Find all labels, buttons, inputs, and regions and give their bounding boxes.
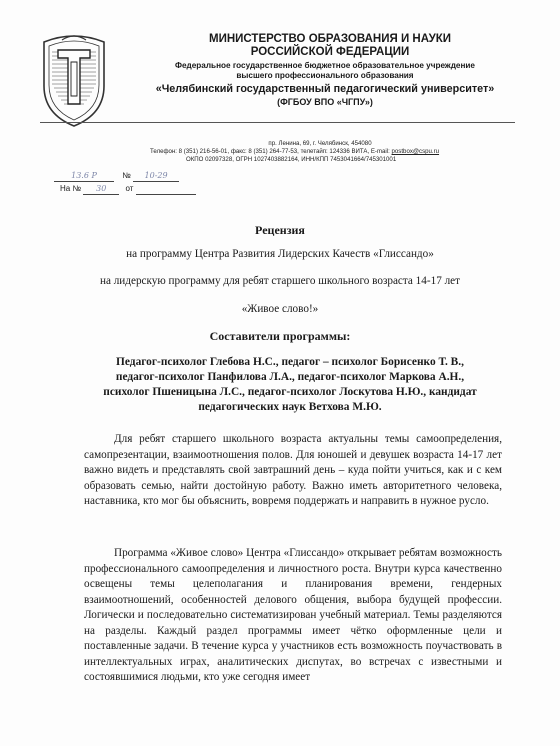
outgoing-number-row xyxy=(40,171,179,182)
codes-line: ОКПО 02097328, ОГРН 1027403882164, ИНН/КПП 7453041664/745301001 xyxy=(186,156,397,163)
paragraph-1: Для ребят старшего школьного возраста актуальны темы самоопределения, самопрезентации, взаимоотношения полов. Для юношей и девушек возраста 14-17 лет важно видеть и представлять свой завтрашний день – куда пойти учиться, как и с кем образовать семью, найти достойную работу. Важно иметь авторитетного человека, наставника, кто мог бы объяснить, вовремя поддержать и направить в нужное русло. xyxy=(84,433,502,507)
author-line: педагог-психолог Панфилова Л.А., педагог-психолог Маркова А.Н., xyxy=(115,371,465,383)
university-name: «Челябинский государственный педагогический университет» xyxy=(155,83,495,95)
email-link[interactable]: postbox@cspu.ru xyxy=(391,148,440,155)
paragraph-2: Программа «Живое слово» Центра «Глиссандо» открывает ребятам возможность профессионального самоопределения и личностного роста. Внутри курса качественно освещены темы целеполагания и планирования времени, гендерных взаимоотношений, особенностей делового общения, выбора будущей профессии. Логически и последовательно систематизирован учебный материал. Темы разделяются на разделы. Каждый раздел программы имеет чётко оформленные цели и поставленные задачи. В течение курса у участников есть возможность поучаствовать в интеллектуальных играх, аналитических диспутах, во встречах с известными и состоявшимися людьми, кто уже сегодня имеет xyxy=(84,547,502,683)
authors-list xyxy=(70,355,510,415)
authors-heading: Составители программы: xyxy=(209,329,351,343)
letterhead-divider xyxy=(40,122,515,123)
outgoing-date: 13.6 Р xyxy=(54,171,114,182)
program-name: «Живое слово!» xyxy=(241,303,319,315)
letterhead-ministry xyxy=(150,33,510,59)
reference-from-label: от xyxy=(125,184,134,193)
author-line: Педагог-психолог Глебова Н.С., педагог – психолог Борисенко Т. В., xyxy=(116,356,464,368)
ministry-name: МИНИСТЕРСТВО ОБРАЗОВАНИЯ И НАУКИ xyxy=(208,33,452,45)
author-line: педагогических наук Ветхова М.Ю. xyxy=(198,401,382,413)
institution-type-line2: высшего профессионального образования xyxy=(236,71,414,80)
subject-line-1: на программу Центра Развития Лидерских Качеств «Глиссандо» xyxy=(126,248,434,260)
reference-from-value xyxy=(136,184,196,195)
document-title: Рецензия xyxy=(255,223,305,237)
subject-line-2: на лидерскую программу для ребят старшего школьного возраста 14-17 лет xyxy=(99,275,461,287)
university-abbreviation: (ФГБОУ ВПО «ЧГПУ») xyxy=(277,97,373,107)
country-name: РОССИЙСКОЙ ФЕДЕРАЦИИ xyxy=(250,46,410,58)
institution-type-line1: Федеральное государственное бюджетное образовательное учреждение xyxy=(174,61,475,70)
reference-no-label: На № xyxy=(60,184,82,193)
phones-line xyxy=(150,148,530,156)
address-line: пр. Ленина, 69, г. Челябинск, 454080 xyxy=(268,140,372,147)
reference-number-row xyxy=(40,184,196,195)
letterhead-institution-type xyxy=(120,61,530,81)
phones-text: Телефон: 8 (351) 216-56-01, факс: 8 (351) 264-77-53, телетайп: 124336 ВИТА, E-mail: xyxy=(150,148,390,155)
author-line: психолог Пшеницына Л.С., педагог-психолог Лоскутова Н.Ю., кандидат xyxy=(103,386,477,398)
university-emblem-icon xyxy=(38,26,110,128)
outgoing-no-label: № xyxy=(122,171,131,180)
outgoing-no-value: 10-29 xyxy=(133,171,179,182)
reference-no-value: 30 xyxy=(83,184,119,195)
